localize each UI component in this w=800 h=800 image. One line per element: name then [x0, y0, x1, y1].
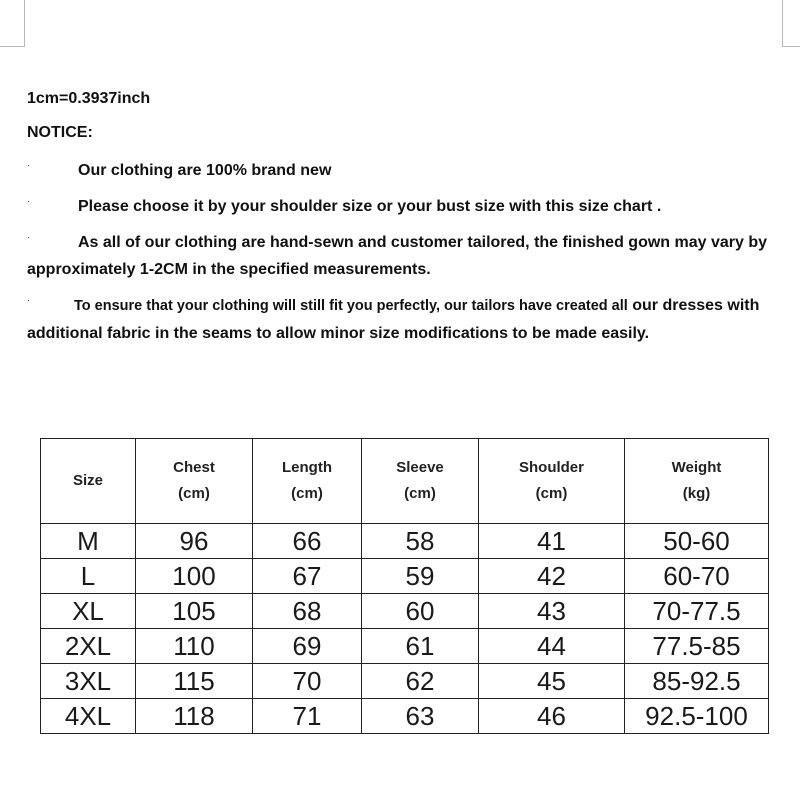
cell-weight: 77.5-85 [625, 629, 769, 664]
cell-size: XL [41, 594, 136, 629]
cell-chest: 115 [136, 664, 253, 699]
cell-shoulder: 41 [479, 524, 625, 559]
cell-length: 68 [253, 594, 362, 629]
notice-item [27, 157, 767, 184]
header-sleeve: Sleeve (cm) [362, 439, 479, 524]
bullet-icon: · [27, 196, 30, 206]
table-row [41, 594, 769, 629]
cell-chest: 100 [136, 559, 253, 594]
notice-text-part: our dresses with additional fabric in the seams to allow minor size modifications to be made easily. [27, 297, 760, 342]
cell-sleeve: 59 [362, 559, 479, 594]
header-size: Size [41, 439, 136, 524]
table-row [41, 524, 769, 559]
cell-sleeve: 63 [362, 699, 479, 734]
cell-chest: 118 [136, 699, 253, 734]
notice-item [27, 229, 767, 283]
cell-shoulder: 45 [479, 664, 625, 699]
notice-text: Please choose it by your shoulder size or your bust size with this size chart . [78, 198, 662, 215]
cell-shoulder: 43 [479, 594, 625, 629]
cell-size: 4XL [41, 699, 136, 734]
cell-shoulder: 46 [479, 699, 625, 734]
notice-text: Our clothing are 100% brand new [78, 162, 332, 179]
bullet-icon: · [27, 232, 30, 242]
cell-sleeve: 61 [362, 629, 479, 664]
header-weight: Weight (kg) [625, 439, 769, 524]
cell-size: 2XL [41, 629, 136, 664]
cell-chest: 105 [136, 594, 253, 629]
cell-length: 70 [253, 664, 362, 699]
cell-size: M [41, 524, 136, 559]
notice-section [27, 88, 767, 347]
table-row [41, 664, 769, 699]
crop-mark-top-left [0, 0, 25, 47]
notice-text [27, 292, 767, 347]
notice-heading: NOTICE: [27, 124, 93, 141]
notice-item [27, 292, 767, 347]
notice-text-part: To ensure that your clothing will still fit you perfectly, our tailors have created all [74, 298, 628, 314]
cell-sleeve: 58 [362, 524, 479, 559]
cell-chest: 96 [136, 524, 253, 559]
cell-size: L [41, 559, 136, 594]
table-row [41, 559, 769, 594]
cell-length: 67 [253, 559, 362, 594]
bullet-icon: · [27, 295, 30, 305]
cell-weight: 85-92.5 [625, 664, 769, 699]
cell-shoulder: 44 [479, 629, 625, 664]
cell-sleeve: 62 [362, 664, 479, 699]
table-row [41, 629, 769, 664]
table-header-row [41, 439, 769, 524]
size-chart-table [40, 438, 769, 734]
table-row [41, 699, 769, 734]
cell-size: 3XL [41, 664, 136, 699]
header-shoulder: Shoulder (cm) [479, 439, 625, 524]
cell-length: 71 [253, 699, 362, 734]
crop-mark-top-right [782, 0, 800, 47]
cell-sleeve: 60 [362, 594, 479, 629]
cell-weight: 70-77.5 [625, 594, 769, 629]
cell-weight: 60-70 [625, 559, 769, 594]
notice-item [27, 193, 767, 220]
header-chest: Chest (cm) [136, 439, 253, 524]
unit-conversion: 1cm=0.3937inch [27, 90, 151, 107]
cell-weight: 92.5-100 [625, 699, 769, 734]
cell-weight: 50-60 [625, 524, 769, 559]
cell-length: 69 [253, 629, 362, 664]
header-length: Length (cm) [253, 439, 362, 524]
notice-text: As all of our clothing are hand-sewn and customer tailored, the finished gown may vary by approximately 1-2CM in the specified measurements. [27, 234, 768, 278]
cell-shoulder: 42 [479, 559, 625, 594]
bullet-icon: · [27, 160, 30, 170]
cell-chest: 110 [136, 629, 253, 664]
cell-length: 66 [253, 524, 362, 559]
